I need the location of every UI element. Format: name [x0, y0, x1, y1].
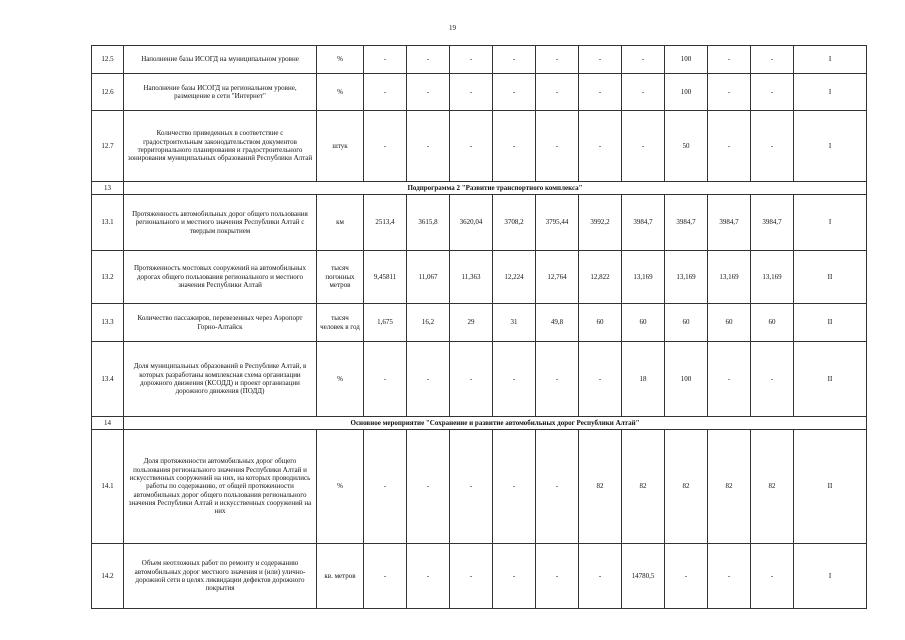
- value-cell: -: [751, 74, 794, 111]
- value-cell: -: [622, 74, 665, 111]
- value-cell: 60: [708, 304, 751, 342]
- value-cell: -: [708, 111, 751, 182]
- row-number: 12.5: [92, 46, 124, 74]
- value-cell: -: [536, 342, 579, 417]
- value-cell: 12,822: [579, 251, 622, 304]
- value-cell: -: [751, 111, 794, 182]
- value-cell: -: [579, 46, 622, 74]
- table-row: [92, 251, 867, 304]
- indicator-level: II: [794, 342, 867, 417]
- indicator-level: I: [794, 46, 867, 74]
- value-cell: -: [708, 544, 751, 609]
- value-cell: 3708,2: [493, 195, 536, 251]
- value-cell: 16,2: [407, 304, 450, 342]
- row-number: 14: [92, 417, 124, 430]
- value-cell: -: [708, 74, 751, 111]
- value-cell: -: [364, 342, 407, 417]
- value-cell: 13,169: [622, 251, 665, 304]
- value-cell: -: [493, 342, 536, 417]
- value-cell: -: [751, 46, 794, 74]
- value-cell: -: [450, 342, 493, 417]
- table-section-row: [92, 417, 867, 430]
- value-cell: -: [493, 46, 536, 74]
- value-cell: -: [536, 46, 579, 74]
- indicator-name: Количество приведенных в соответствие с градостроительным законодательством документов территориального планирования и градостроительного зонирования муниципальных образований Республики Алтай: [124, 111, 317, 182]
- indicator-level: II: [794, 304, 867, 342]
- value-cell: 49,8: [536, 304, 579, 342]
- table-row: [92, 304, 867, 342]
- value-cell: -: [450, 544, 493, 609]
- table-row: [92, 342, 867, 417]
- value-cell: -: [407, 111, 450, 182]
- table-row: [92, 46, 867, 74]
- indicator-level: II: [794, 430, 867, 544]
- value-cell: -: [407, 342, 450, 417]
- value-cell: 82: [579, 430, 622, 544]
- value-cell: 60: [622, 304, 665, 342]
- value-cell: -: [708, 342, 751, 417]
- row-number: 13.1: [92, 195, 124, 251]
- page-number: 19: [449, 24, 456, 32]
- indicator-name: Протяженность мостовых сооружений на автомобильных дорогах общего пользования регионального и местного значения Республики Алтай: [124, 251, 317, 304]
- indicator-level: I: [794, 544, 867, 609]
- value-cell: 82: [622, 430, 665, 544]
- value-cell: 3984,7: [751, 195, 794, 251]
- row-number: 14.2: [92, 544, 124, 609]
- indicator-level: I: [794, 74, 867, 111]
- section-title: Основное мероприятие "Сохранение и развитие автомобильных дорог Республики Алтай": [124, 417, 867, 430]
- value-cell: 100: [665, 342, 708, 417]
- unit-of-measure: %: [317, 74, 364, 111]
- value-cell: 82: [665, 430, 708, 544]
- value-cell: 31: [493, 304, 536, 342]
- value-cell: -: [407, 46, 450, 74]
- indicator-level: I: [794, 111, 867, 182]
- indicator-name: Доля муниципальных образований в Республике Алтай, в которых разработаны комплексная схема организации дорожного движения (КСОДД) и проект организации дорожного движения (ПОДД): [124, 342, 317, 417]
- value-cell: 100: [665, 46, 708, 74]
- value-cell: -: [708, 46, 751, 74]
- indicator-name: Объем неотложных работ по ремонту и содержанию автомобильных дорог местного значения и (или) улично-дорожной сети в целях ликвидации дефектов дорожного покрытия: [124, 544, 317, 609]
- table-row: [92, 544, 867, 609]
- value-cell: -: [450, 46, 493, 74]
- indicator-level: I: [794, 195, 867, 251]
- unit-of-measure: тысяч человек в год: [317, 304, 364, 342]
- value-cell: -: [407, 74, 450, 111]
- value-cell: 3984,7: [622, 195, 665, 251]
- value-cell: 12,764: [536, 251, 579, 304]
- value-cell: 3620,04: [450, 195, 493, 251]
- unit-of-measure: тысяч погонных метров: [317, 251, 364, 304]
- value-cell: 11,363: [450, 251, 493, 304]
- value-cell: 60: [579, 304, 622, 342]
- row-number: 14.1: [92, 430, 124, 544]
- value-cell: 60: [665, 304, 708, 342]
- value-cell: 82: [708, 430, 751, 544]
- value-cell: 3992,2: [579, 195, 622, 251]
- unit-of-measure: %: [317, 430, 364, 544]
- table-row: [92, 111, 867, 182]
- value-cell: 11,067: [407, 251, 450, 304]
- row-number: 13.3: [92, 304, 124, 342]
- value-cell: 29: [450, 304, 493, 342]
- section-title: Подпрограмма 2 "Развитие транспортного комплекса": [124, 182, 867, 195]
- value-cell: -: [450, 430, 493, 544]
- row-number: 12.6: [92, 74, 124, 111]
- value-cell: 82: [751, 430, 794, 544]
- value-cell: 13,169: [751, 251, 794, 304]
- unit-of-measure: %: [317, 342, 364, 417]
- value-cell: 14780,5: [622, 544, 665, 609]
- value-cell: -: [622, 46, 665, 74]
- value-cell: 50: [665, 111, 708, 182]
- value-cell: 3795,44: [536, 195, 579, 251]
- value-cell: -: [493, 544, 536, 609]
- value-cell: -: [364, 111, 407, 182]
- value-cell: 18: [622, 342, 665, 417]
- value-cell: -: [751, 544, 794, 609]
- table-row: [92, 195, 867, 251]
- table-row: [92, 74, 867, 111]
- value-cell: -: [579, 342, 622, 417]
- value-cell: -: [493, 111, 536, 182]
- value-cell: 13,169: [708, 251, 751, 304]
- indicator-table: [91, 45, 867, 609]
- value-cell: -: [751, 342, 794, 417]
- indicator-name: Наполнение базы ИСОГД на муниципальном уровне: [124, 46, 317, 74]
- value-cell: -: [579, 111, 622, 182]
- value-cell: 3984,7: [708, 195, 751, 251]
- value-cell: 1,675: [364, 304, 407, 342]
- value-cell: -: [536, 111, 579, 182]
- value-cell: -: [579, 74, 622, 111]
- value-cell: 3615,8: [407, 195, 450, 251]
- value-cell: -: [665, 544, 708, 609]
- value-cell: -: [493, 74, 536, 111]
- indicator-level: II: [794, 251, 867, 304]
- indicator-name: Количество пассажиров, перевезенных через Аэропорт Горно-Алтайск: [124, 304, 317, 342]
- value-cell: -: [364, 544, 407, 609]
- value-cell: -: [407, 544, 450, 609]
- table-section-row: [92, 182, 867, 195]
- value-cell: 60: [751, 304, 794, 342]
- value-cell: 3984,7: [665, 195, 708, 251]
- value-cell: -: [493, 430, 536, 544]
- row-number: 12.7: [92, 111, 124, 182]
- value-cell: -: [450, 74, 493, 111]
- unit-of-measure: штук: [317, 111, 364, 182]
- unit-of-measure: кв. метров: [317, 544, 364, 609]
- value-cell: -: [536, 544, 579, 609]
- row-number: 13.4: [92, 342, 124, 417]
- value-cell: 13,169: [665, 251, 708, 304]
- value-cell: -: [450, 111, 493, 182]
- row-number: 13.2: [92, 251, 124, 304]
- value-cell: 12,224: [493, 251, 536, 304]
- table-row: [92, 430, 867, 544]
- unit-of-measure: км: [317, 195, 364, 251]
- value-cell: -: [364, 430, 407, 544]
- value-cell: -: [407, 430, 450, 544]
- row-number: 13: [92, 182, 124, 195]
- value-cell: -: [622, 111, 665, 182]
- unit-of-measure: %: [317, 46, 364, 74]
- value-cell: -: [364, 74, 407, 111]
- value-cell: -: [579, 544, 622, 609]
- value-cell: 100: [665, 74, 708, 111]
- indicator-name: Доля протяженности автомобильных дорог общего пользования регионального значения Республики Алтай и искусственных сооружений на них, на которых проводились работы по содержанию, от общей протяженности автомобильных дорог общего пользования регионального значения Республики Алтай и искусственных сооружений на них: [124, 430, 317, 544]
- value-cell: -: [536, 430, 579, 544]
- indicator-name: Наполнение базы ИСОГД на региональном уровне, размещение в сети "Интернет": [124, 74, 317, 111]
- value-cell: 2513,4: [364, 195, 407, 251]
- value-cell: -: [364, 46, 407, 74]
- value-cell: -: [536, 74, 579, 111]
- value-cell: 9,45811: [364, 251, 407, 304]
- indicator-name: Протяженность автомобильных дорог общего пользования регионального и местного значения Республики Алтай с твердым покрытием: [124, 195, 317, 251]
